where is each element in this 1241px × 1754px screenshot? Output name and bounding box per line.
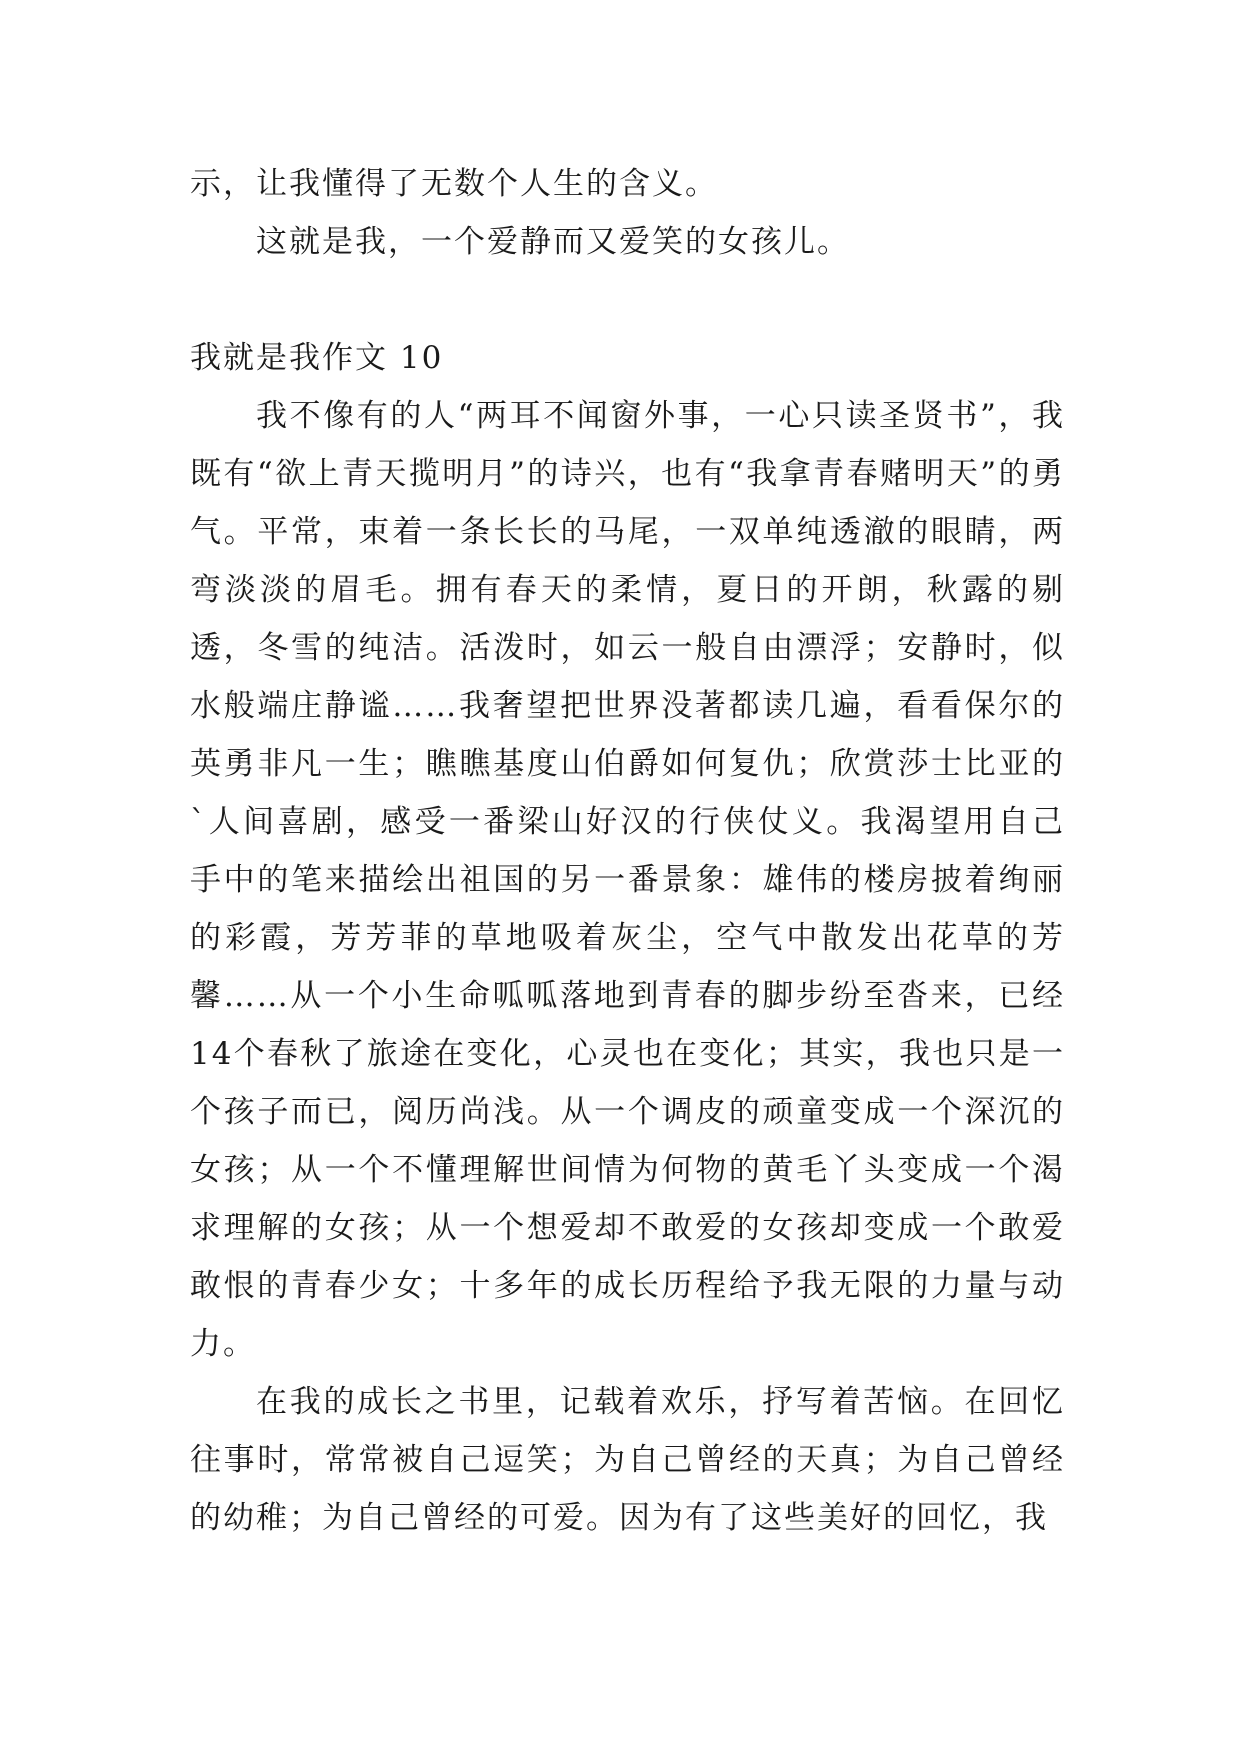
- paragraph-closing: 这就是我，一个爱静而又爱笑的女孩儿。: [256, 224, 850, 260]
- document-body: [190, 155, 1065, 1547]
- essay-title: 我就是我作文 10: [190, 340, 444, 376]
- paragraph-growth: 在我的成长之书里，记载着欢乐，抒写着苦恼。在回忆往事时，常常被自己逗笑；为自己曾经的天真；为自己曾经的幼稚；为自己曾经的可爱。因为有了这些美好的回忆，我: [190, 1384, 1065, 1536]
- section-spacer: [190, 271, 1065, 329]
- paragraph-main: 我不像有的人“两耳不闻窗外事，一心只读圣贤书”，我既有“欲上青天揽明月”的诗兴，也有“我拿青春赌明天”的勇气。平常，束着一条长长的马尾，一双单纯透澈的眼睛，两弯淡淡的眉毛。拥有春天的柔情，夏日的开朗，秋露的剔透，冬雪的纯洁。活泼时，如云一般自由漂浮；安静时，似水般端庄静谧……我奢望把世界没著都读几遍，看看保尔的英勇非凡一生；瞧瞧基度山伯爵如何复仇；欣赏莎士比亚的`人间喜剧，感受一番梁山好汉的行侠仗义。我渴望用自己手中的笔来描绘出祖国的另一番景象：雄伟的楼房披着绚丽的彩霞，芳芳菲的草地吸着灰尘，空气中散发出花草的芳馨……从一个小生命呱呱落地到青春的脚步纷至沓来，已经14个春秋了旅途在变化，心灵也在变化；其实，我也只是一个孩子而已，阅历尚浅。从一个调皮的顽童变成一个深沉的女孩；从一个不懂理解世间情为何物的黄毛丫头变成一个渴求理解的女孩；从一个想爱却不敢爱的女孩却变成一个敢爱敢恨的青春少女；十多年的成长历程给予我无限的力量与动力。: [190, 398, 1065, 1362]
- paragraph-continuation: 示，让我懂得了无数个人生的含义。: [190, 166, 718, 202]
